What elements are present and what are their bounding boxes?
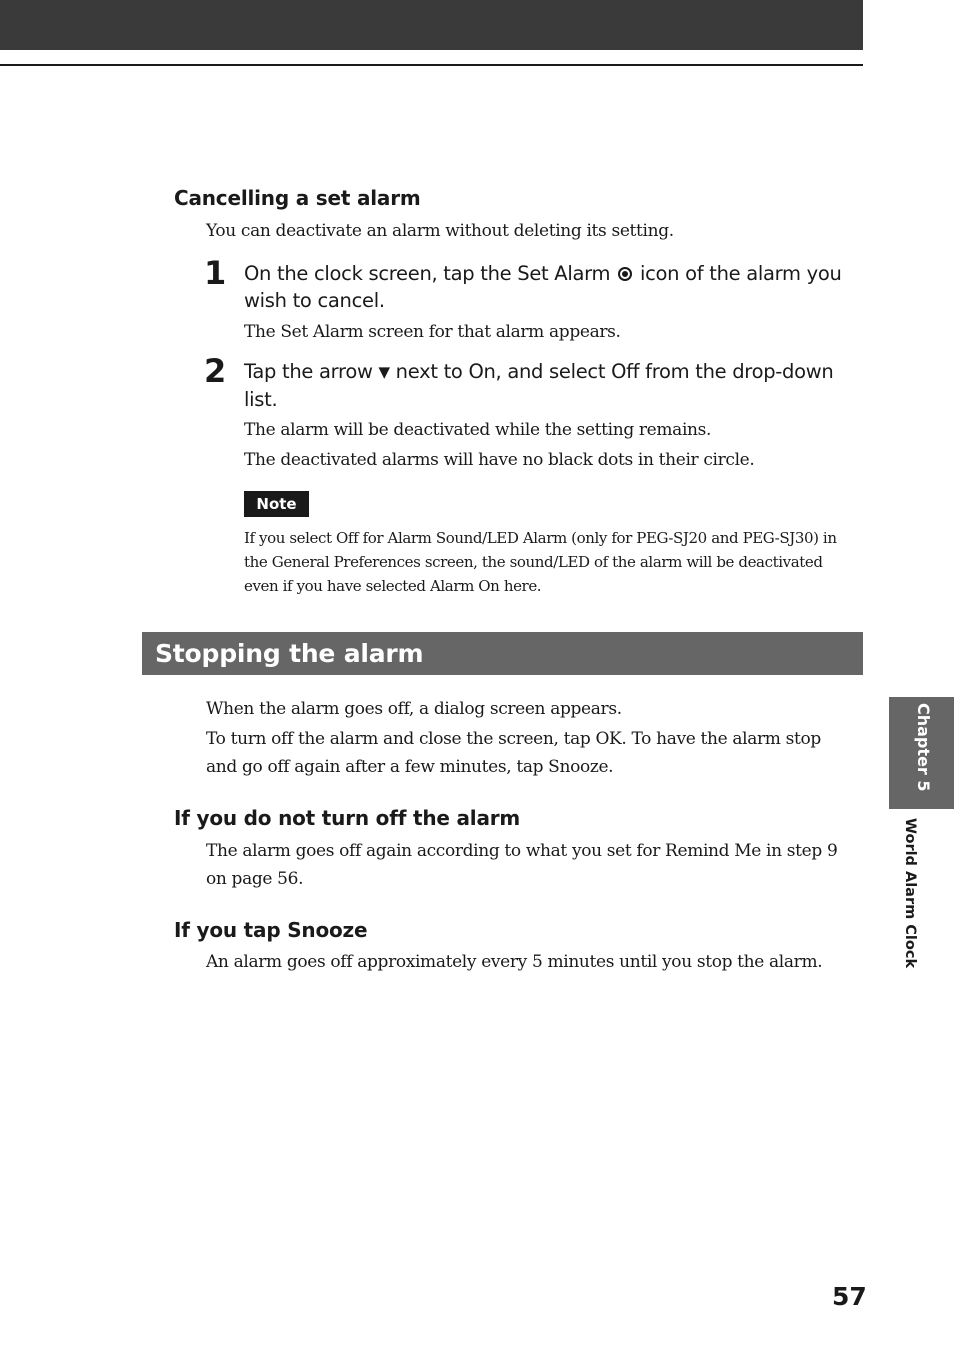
step-2-text-before: Tap the arrow xyxy=(244,360,373,383)
down-arrow-icon: ▼ xyxy=(378,363,390,381)
step-1-number: 1 xyxy=(204,254,227,292)
no-turn-off-text: The alarm goes off again according to what you set for Remind Me in step 9 on page 56. xyxy=(206,841,838,889)
step-1-instruction xyxy=(244,260,844,314)
stop-paragraph-2: To turn off the alarm and close the screen, tap OK. To have the alarm stop and go off again after a few minutes, tap Snooze. xyxy=(206,729,821,777)
chapter-label: Chapter 5 xyxy=(914,703,933,792)
header-rule xyxy=(0,64,863,66)
step-2-result-1: The alarm will be deactivated while the setting remains. xyxy=(244,420,712,440)
snooze-heading: If you tap Snooze xyxy=(174,918,368,942)
snooze-text: An alarm goes off approximately every 5 minutes until you stop the alarm. xyxy=(206,952,823,972)
section-title: Stopping the alarm xyxy=(155,639,424,668)
note-label: Note xyxy=(244,491,309,517)
cancel-intro: You can deactivate an alarm without deleting its setting. xyxy=(206,221,674,241)
page-number: 57 xyxy=(832,1282,867,1311)
step-1-result: The Set Alarm screen for that alarm appears. xyxy=(244,322,621,342)
step-1-text-before: On the clock screen, tap the Set Alarm xyxy=(244,262,611,285)
section-header-bar xyxy=(142,632,863,675)
set-alarm-icon xyxy=(618,267,632,281)
step-1-text-after: icon of the alarm you wish to cancel. xyxy=(244,262,842,312)
step-2-instruction xyxy=(244,358,844,413)
chapter-section-label: World Alarm Clock xyxy=(902,818,918,969)
note-text: If you select Off for Alarm Sound/LED Alarm (only for PEG-SJ20 and PEG-SJ30) in the General Preferences screen, the sound/LED of the alarm will be deactivated even if you have selected Alarm On here. xyxy=(244,529,837,595)
no-turn-off-heading: If you do not turn off the alarm xyxy=(174,806,521,830)
header-bar xyxy=(0,0,863,50)
stop-paragraph-1: When the alarm goes off, a dialog screen appears. xyxy=(206,699,622,719)
step-2-result-2: The deactivated alarms will have no black dots in their circle. xyxy=(244,450,755,470)
step-2-number: 2 xyxy=(204,352,227,390)
cancel-heading: Cancelling a set alarm xyxy=(174,186,421,210)
step-2-text-after: next to On, and select Off from the drop-down list. xyxy=(244,360,834,411)
